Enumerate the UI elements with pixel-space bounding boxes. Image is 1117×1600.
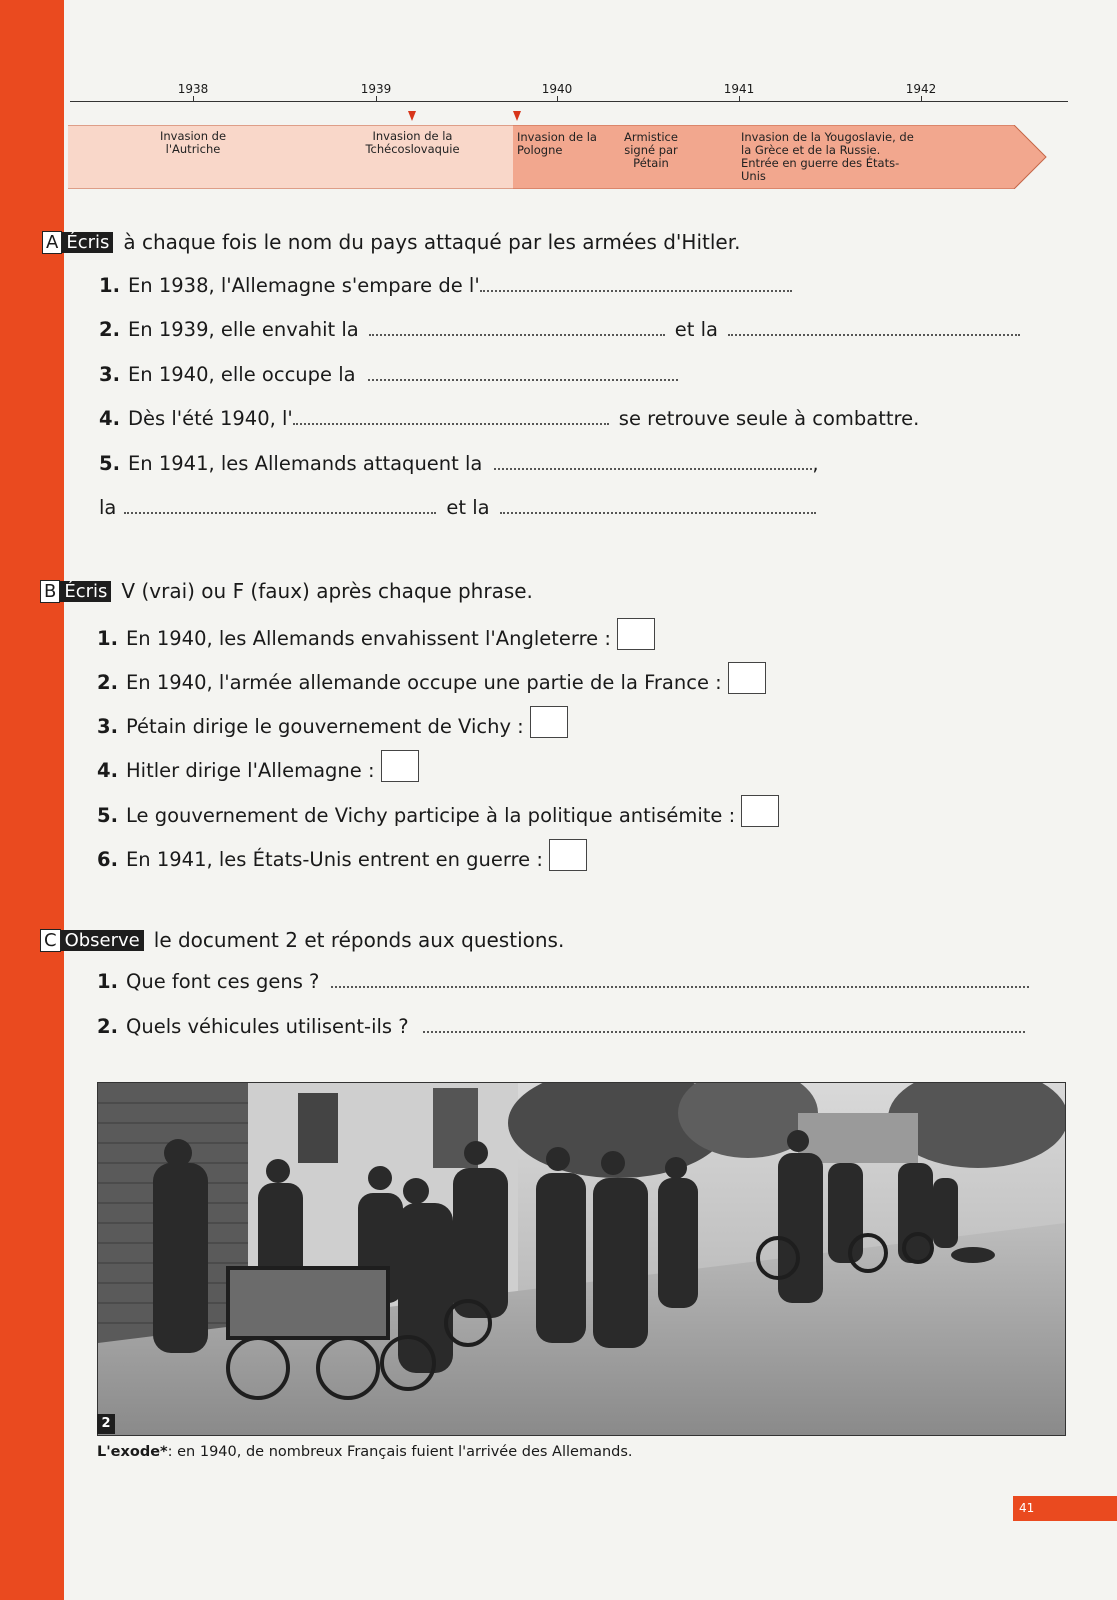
- section-letter: C: [40, 929, 61, 952]
- question-text: Hitler dirige l'Allemagne :: [125, 759, 375, 782]
- question-text: et la: [446, 496, 490, 519]
- question-text: En 1939, elle envahit la: [127, 318, 359, 341]
- question-a3: [99, 363, 678, 386]
- answer-box[interactable]: [381, 750, 419, 782]
- section-a-heading: [42, 230, 740, 254]
- question-number: 6.: [97, 848, 118, 871]
- question-number: 2.: [97, 671, 118, 694]
- question-a5-continued: [99, 496, 816, 519]
- question-text: En 1940, l'armée allemande occupe une partie de la France :: [125, 671, 722, 694]
- answer-box[interactable]: [741, 795, 779, 827]
- caption-text: : en 1940, de nombreux Français fuient l'arrivée des Allemands.: [167, 1444, 633, 1460]
- answer-field[interactable]: [480, 289, 792, 292]
- answer-field[interactable]: [728, 333, 1020, 336]
- question-number: 4.: [97, 759, 118, 782]
- question-text: Quels véhicules utilisent-ils ?: [125, 1015, 409, 1038]
- answer-field[interactable]: [293, 422, 609, 425]
- answer-field[interactable]: [124, 511, 436, 514]
- question-number: 3.: [99, 363, 120, 386]
- timeline-event: Invasion de la Pologne: [517, 130, 597, 157]
- question-c1: [97, 970, 1029, 993]
- question-b6: [97, 839, 587, 871]
- timeline-tick: [921, 96, 922, 102]
- question-text: En 1938, l'Allemagne s'empare de l': [127, 274, 480, 297]
- question-text: Pétain dirige le gouvernement de Vichy :: [125, 715, 524, 738]
- answer-field[interactable]: [494, 467, 812, 470]
- question-text: Que font ces gens ?: [125, 970, 320, 993]
- answer-box[interactable]: [728, 662, 766, 694]
- question-number: 1.: [99, 274, 120, 297]
- question-b2: [97, 662, 766, 694]
- answer-field[interactable]: [368, 378, 678, 381]
- question-text: En 1941, les Allemands attaquent la: [127, 452, 483, 475]
- timeline-year: 1938: [177, 82, 209, 96]
- page-number: 41: [1013, 1496, 1117, 1521]
- question-number: 1.: [97, 970, 118, 993]
- timeline-tick: [193, 96, 194, 102]
- section-letter: B: [40, 580, 60, 603]
- timeline-year: 1940: [541, 82, 573, 96]
- exodus-photo-illustration: [98, 1083, 1065, 1435]
- section-c-heading: [40, 928, 564, 952]
- answer-box[interactable]: [530, 706, 568, 738]
- timeline-year: 1941: [723, 82, 755, 96]
- question-number: 2.: [99, 318, 120, 341]
- question-text: se retrouve seule à combattre.: [618, 407, 920, 430]
- question-a4: [99, 407, 919, 430]
- question-number: 5.: [99, 452, 120, 475]
- section-verb: Écris: [60, 581, 111, 602]
- question-text: Dès l'été 1940, l': [127, 407, 293, 430]
- question-c2: [97, 1015, 1025, 1038]
- answer-field[interactable]: [500, 511, 816, 514]
- section-letter: A: [42, 231, 62, 254]
- question-a5: [99, 452, 819, 475]
- question-number: 5.: [97, 804, 118, 827]
- timeline-tick: [557, 96, 558, 102]
- question-text: la: [99, 496, 117, 519]
- answer-field[interactable]: [331, 985, 1029, 988]
- timeline-event: Invasion de la Tchécoslovaquie: [365, 129, 460, 156]
- question-text: et la: [674, 318, 718, 341]
- question-number: 3.: [97, 715, 118, 738]
- question-number: 4.: [99, 407, 120, 430]
- question-a1: [99, 274, 792, 297]
- question-text: En 1940, les Allemands envahissent l'Angleterre :: [125, 627, 611, 650]
- timeline-event: Armistice signé par Pétain: [624, 130, 678, 170]
- question-number: 2.: [97, 1015, 118, 1038]
- timeline-year: 1939: [360, 82, 392, 96]
- section-verb: Écris: [62, 232, 113, 253]
- answer-box[interactable]: [549, 839, 587, 871]
- question-a2: [99, 318, 1020, 341]
- question-text: ,: [812, 452, 819, 475]
- question-b1: [97, 618, 655, 650]
- timeline-tick: [376, 96, 377, 102]
- answer-box[interactable]: [617, 618, 655, 650]
- timeline-event: Invasion de la Yougoslavie, de la Grèce et de la Russie. Entrée en guerre des États-Unis: [741, 130, 914, 183]
- section-verb: Observe: [61, 930, 144, 951]
- event-marker-icon: [408, 111, 416, 121]
- section-instruction: à chaque fois le nom du pays attaqué par les armées d'Hitler.: [123, 230, 741, 254]
- caption-title: L'exode*: [97, 1444, 168, 1460]
- event-marker-icon: [513, 111, 521, 121]
- section-b-heading: [40, 579, 533, 603]
- question-text: En 1941, les États-Unis entrent en guerre :: [125, 848, 543, 871]
- question-b5: [97, 795, 779, 827]
- section-instruction: le document 2 et réponds aux questions.: [153, 928, 565, 952]
- timeline-year: 1942: [905, 82, 937, 96]
- question-text: Le gouvernement de Vichy participe à la politique antisémite :: [125, 804, 736, 827]
- question-b4: [97, 750, 419, 782]
- timeline-axis: [70, 101, 1068, 102]
- exodus-photo: [97, 1082, 1066, 1436]
- section-instruction: V (vrai) ou F (faux) après chaque phrase.: [121, 579, 533, 603]
- question-b3: [97, 706, 568, 738]
- timeline-tick: [739, 96, 740, 102]
- document-number: 2: [97, 1414, 115, 1434]
- photo-caption: [97, 1444, 633, 1460]
- question-number: 1.: [97, 627, 118, 650]
- answer-field[interactable]: [369, 333, 665, 336]
- timeline-event: Invasion de l'Autriche: [159, 129, 227, 156]
- answer-field[interactable]: [423, 1030, 1025, 1033]
- question-text: En 1940, elle occupe la: [127, 363, 356, 386]
